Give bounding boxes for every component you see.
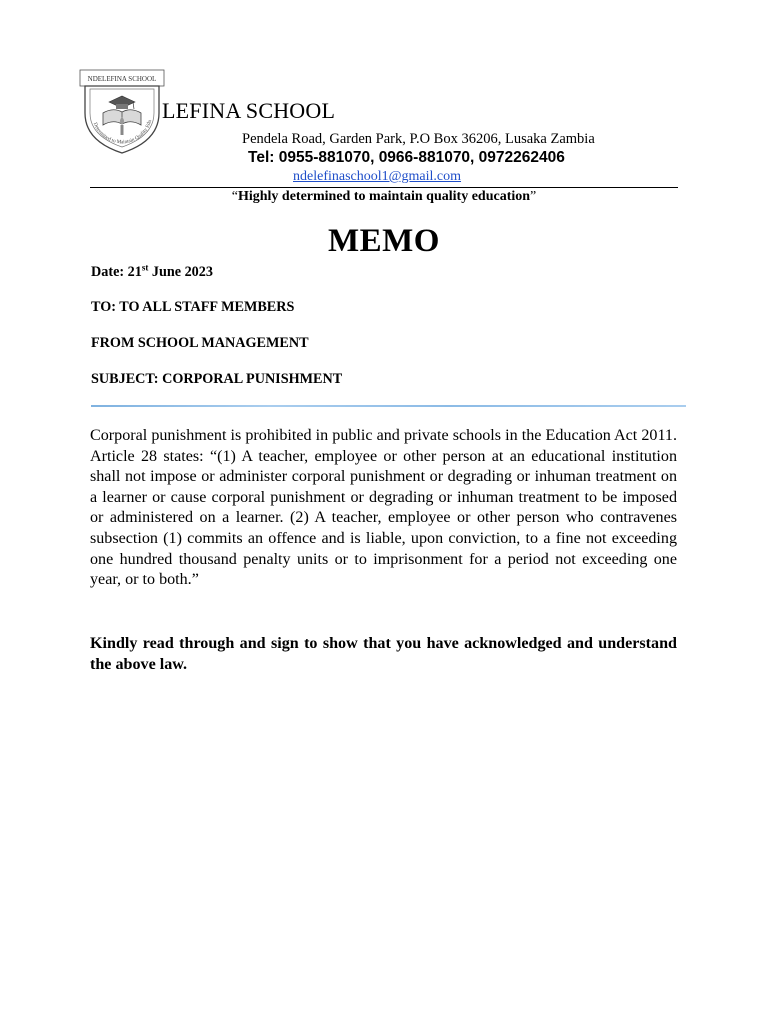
school-motto: [0, 189, 768, 205]
memo-date-ordinal: st: [141, 262, 149, 273]
subject-divider: [91, 405, 686, 407]
memo-sender: FROM SCHOOL MANAGEMENT: [91, 335, 309, 351]
motto-open-quote: “: [231, 189, 238, 204]
memo-closing-instruction: Kindly read through and sign to show that you have acknowledged and understand the above law.: [90, 635, 677, 673]
school-name: LEFINA SCHOOL: [162, 98, 336, 123]
school-address: Pendela Road, Garden Park, P.O Box 36206, Lusaka Zambia: [242, 131, 595, 147]
svg-text:Highly Determined to Maintain: Determined to Maintain Quality Edu: [91, 119, 154, 146]
svg-text:NDELEFINA SCHOOL: NDELEFINA SCHOOL: [87, 75, 157, 83]
memo-date-suffix: June 2023: [148, 264, 213, 280]
school-telephone: Tel: 0955-881070, 0966-881070, 0972262406: [248, 149, 565, 166]
school-crest-logo: [79, 69, 165, 155]
memo-subject: SUBJECT: CORPORAL PUNISHMENT: [91, 371, 343, 387]
motto-text: Highly determined to maintain quality education: [237, 189, 531, 204]
header-divider: [90, 187, 678, 188]
memo-date: [91, 264, 213, 281]
school-email-link[interactable]: ndelefinaschool1@gmail.com: [293, 169, 462, 184]
memo-title: MEMO: [328, 223, 440, 259]
memo-body-paragraph: Corporal punishment is prohibited in public and private schools in the Education Act 2011. Article 28 states: “(1) A teacher, employee or other person at an educational institution shall not impose or administer corporal punishment or degrading or inhuman treatment on a learner or cause corporal punishment or degrading or inhuman treatment to be imposed or administered on a learner. (2) A teacher, employee or other person who contravenes subsection (1) commits an offence and is liable, upon conviction, to a fine not exceeding one hundred thousand penalty units or to imprisonment for a period not exceeding one year, or to both.”: [90, 427, 677, 589]
motto-close-quote: ”: [530, 189, 537, 204]
memo-recipient: TO: TO ALL STAFF MEMBERS: [91, 299, 295, 315]
memo-date-prefix: Date: 21: [91, 264, 142, 280]
